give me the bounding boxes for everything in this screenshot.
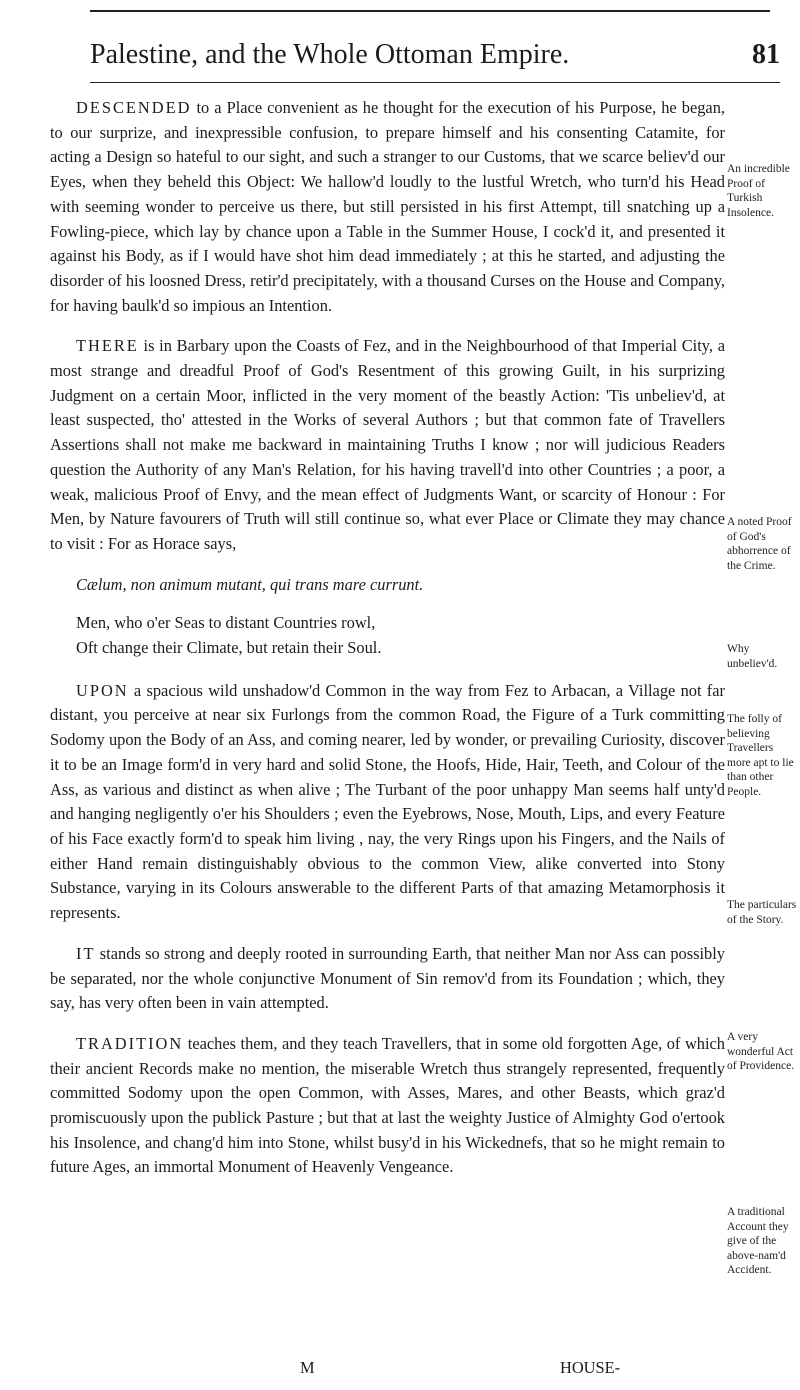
top-rule bbox=[90, 10, 770, 12]
signature-mark: M bbox=[300, 1358, 315, 1377]
paragraph-tradition bbox=[50, 1032, 725, 1180]
paragraph-lead: THERE bbox=[76, 336, 139, 356]
main-text bbox=[50, 96, 725, 1196]
paragraph-text: teaches them, and they teach Travellers, that in some old forgotten Age, of which their ancient Records make no mention, the miserable Wretch thus strangely represented, frequently committed Sodomy upon the open Common, with Asses, Mares, and other Beasts, which graz'd promiscuously upon the publick Pasture ; but that at last the weighty Justice of Almighty God o'ertook his Insolence, and chang'd him into Stone, whilst busy'd in his Wickednefs, that so he might remain to future Ages, an immortal Monument of Heavenly Vengeance. bbox=[50, 1033, 725, 1177]
paragraph-descended bbox=[50, 96, 725, 318]
paragraph-text: stands so strong and deeply rooted in surrounding Earth, that neither Man nor Ass can possibly be separated, nor the whole conjunctive Monument of Sin remov'd from its Foundation ; which, they say, has very often been in vain attempted. bbox=[50, 943, 725, 1013]
verse-line-2: Oft change their Climate, but retain their Soul. bbox=[76, 638, 382, 658]
paragraph-text: is in Barbary upon the Coasts of Fez, and in the Neighbourhood of that Imperial City, a most strange and dreadful Proof of God's Resentment of this growing Guilt, in his surprizing Judgment on a certain Moor, inflicted in the very moment of the beastly Action: 'Tis unbeliev'd, at least suspected, tho' attested in the Works of several Authors ; but that common fate of Travellers Assertions shall not make me backward in maintaining Truths I know ; nor will judicious Readers question the Authority of any Man's Relation, for his having travell'd into other Countries ; a poor, a weak, malicious Proof of Envy, and the mean effect of Judgments Want, or scarcity of Honour : For Men, by Nature favourers of Truth will still continue so, what ever Place or Climate they may chance to visit : For as Horace says, bbox=[50, 336, 725, 553]
paragraph-there bbox=[50, 334, 725, 556]
paragraph-upon bbox=[50, 679, 725, 926]
catchword: HOUSE- bbox=[560, 1358, 621, 1377]
header-rule bbox=[90, 82, 780, 83]
marginal-note: Why unbeliev'd. bbox=[727, 643, 778, 670]
marginal-note: A noted Proof of God's abhorrence of the Crime. bbox=[727, 516, 792, 572]
marginal-note: An incredible Proof of Turkish Insolence. bbox=[727, 163, 790, 219]
marginal-note: A very wonderful Act of Providence. bbox=[727, 1031, 795, 1072]
running-title: Palestine, and the Whole Ottoman Empire. bbox=[90, 39, 570, 70]
latin-quotation: Cælum, non animum mutant, qui trans mare currunt. bbox=[76, 574, 424, 594]
running-header bbox=[90, 38, 780, 72]
paragraph-text: to a Place convenient as he thought for the execution of his Purpose, he began, to our surprize, and inexpressible confusion, to prepare himself and his consenting Catamite, for acting a Design so hateful to our sight, and such a stranger to our Customs, that we scarce believ'd our Eyes, when they beheld this Object: We hallow'd loudly to the lustful Wretch, who turn'd his Head with seeming wonder to perceive us there, but still persisted in his first Attempt, till snatching up a Fowling-piece, which lay by chance upon a Table in the Summer House, I cock'd it, and presented it against his Body, as if I would have shot him dead immediately ; at this he started, and adjusting the disorder of his loosned Dress, retir'd precipitately, with a thousand Curses on the House and Company, for having baulk'd so impious an Intention. bbox=[50, 98, 725, 315]
paragraph-text: a spacious wild unshadow'd Common in the way from Fez to Arbacan, a Village not far distant, you perceive at near six Furlongs from the common Road, the Figure of a Turk committing Sodomy upon the Body of an Ass, and coming nearer, led by wonder, or prevailing Curiosity, discover it to be an Image form'd in very hard and solid Stone, the Hoofs, Hide, Hair, Teeth, and Colour of the Ass, as various and distinct as when alive ; The Turbant of the poor unhappy Man seems half unty'd and hanging negligently o'er his Shoulders ; even the Eyebrows, Nose, Mouth, Lips, and every Feature of his Face exactly form'd to speak him living , nay, the very Rings upon his Fingers, and the Nails of either Hand remain distinguishably obvious to the common View, alike converted into Stony Substance, varying in its Colours answerable to the different Parts of that amazing Metamorphosis it represents. bbox=[50, 680, 725, 923]
page-number: 81 bbox=[752, 39, 780, 70]
paragraph-it bbox=[50, 942, 725, 1016]
paragraph-lead: TRADITION bbox=[76, 1033, 184, 1053]
paragraph-lead: IT bbox=[76, 943, 96, 963]
marginal-note: A traditional Account they give of the above-nam'd Accident. bbox=[727, 1206, 789, 1276]
horace-verse bbox=[50, 573, 725, 661]
paragraph-lead: UPON bbox=[76, 680, 129, 700]
marginal-note: The particulars of the Story. bbox=[727, 899, 797, 926]
marginal-note: The folly of believing Travellers more apt to lie than other People. bbox=[727, 713, 794, 798]
verse-line-1: Men, who o'er Seas to distant Countries rowl, bbox=[76, 613, 376, 633]
paragraph-lead: DESCENDED bbox=[76, 98, 192, 117]
